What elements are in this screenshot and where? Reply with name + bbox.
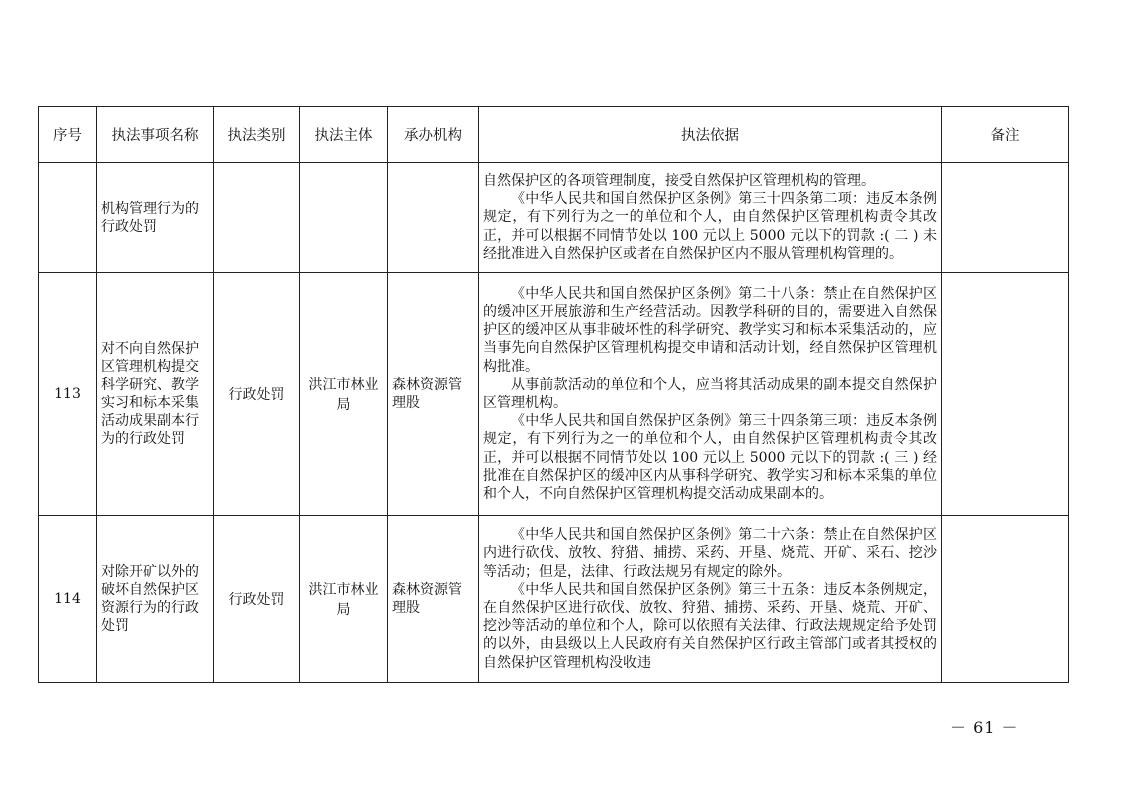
table-row: [39, 273, 1069, 516]
header-subject: 执法主体: [300, 107, 388, 163]
row-agency: [388, 163, 479, 273]
basis-paragraph: 《中华人民共和国自然保护区条例》第三十五条：违反本条例规定，在自然保护区进行砍伐、放牧、狩猎、捕捞、采药、开垦、烧荒、开矿、挖沙等活动的单位和个人，除可以依照有关法律、行政法规规定给予处罚的以外，由县级以上人民政府有关自然保护区行政主管部门或者其授权的自然保护区管理机构没收违: [483, 581, 937, 671]
basis-paragraph: 自然保护区的各项管理制度，接受自然保护区管理机构的管理。: [483, 172, 875, 189]
row-serial: [39, 163, 97, 273]
row-category: 行政处罚: [214, 516, 300, 683]
row-serial: 114: [39, 516, 97, 683]
row-subject: [300, 163, 388, 273]
header-serial: 序号: [39, 107, 97, 163]
page-number: － 61 －: [950, 718, 1019, 737]
row-agency: 森林资源管理股: [388, 516, 479, 683]
header-item-name: 执法事项名称: [97, 107, 214, 163]
row-item-name: 对不向自然保护区管理机构提交科学研究、教学实习和标本采集活动成果副本行为的行政处罚: [97, 273, 214, 516]
row-category: 行政处罚: [214, 273, 300, 516]
table-row: [39, 163, 1069, 273]
basis-paragraph: 《中华人民共和国自然保护区条例》第三十四条第三项：违反本条例规定，有下列行为之一的单位和个人，由自然保护区管理机构责令其改正，并可以根据不同情节处以 100 元以上 5000 元以下的罚款 :( 三 ) 经批准在自然保护区的缓冲区内从事科学研究、教学实习和标本采集的单位和个人，不向自然保护区管理机构提交活动成果副本的。: [483, 413, 937, 503]
row-serial: 113: [39, 273, 97, 516]
row-subject: 洪江市林业局: [300, 273, 388, 516]
header-basis: 执法依据: [479, 107, 942, 163]
row-subject: 洪江市林业局: [300, 516, 388, 683]
row-basis: [479, 273, 942, 516]
row-item-name: 机构管理行为的行政处罚: [97, 163, 214, 273]
enforcement-table: [38, 106, 1069, 683]
basis-paragraph: 从事前款活动的单位和个人，应当将其活动成果的副本提交自然保护区管理机构。: [483, 376, 937, 411]
header-category: 执法类别: [214, 107, 300, 163]
table-row: [39, 516, 1069, 683]
row-item-name: 对除开矿以外的破坏自然保护区资源行为的行政处罚: [97, 516, 214, 683]
row-remark: [942, 163, 1069, 273]
basis-paragraph: 《中华人民共和国自然保护区条例》第三十四条第二项：违反本条例规定，有下列行为之一的单位和个人，由自然保护区管理机构责令其改正，并可以根据不同情节处以 100 元以上 5000 元以下的罚款 :( 二 ) 未经批准进入自然保护区或者在自然保护区内不服从管理机构管理的。: [483, 191, 937, 262]
basis-paragraph: 《中华人民共和国自然保护区条例》第二十六条：禁止在自然保护区内进行砍伐、放牧、狩猎、捕捞、采药、开垦、烧荒、开矿、采石、挖沙等活动；但是，法律、行政法规另有规定的除外。: [483, 527, 937, 580]
header-agency: 承办机构: [388, 107, 479, 163]
row-remark: [942, 273, 1069, 516]
row-remark: [942, 516, 1069, 683]
row-category: [214, 163, 300, 273]
header-row: [39, 107, 1069, 163]
header-remark: 备注: [942, 107, 1069, 163]
row-basis: [479, 163, 942, 273]
row-basis: [479, 516, 942, 683]
basis-paragraph: 《中华人民共和国自然保护区条例》第二十八条：禁止在自然保护区的缓冲区开展旅游和生产经营活动。因教学科研的目的，需要进入自然保护区的缓冲区从事非破坏性的科学研究、教学实习和标本采集活动的，应当事先向自然保护区管理机构提交申请和活动计划，经自然保护区管理机构批准。: [483, 285, 937, 375]
row-agency: 森林资源管理股: [388, 273, 479, 516]
